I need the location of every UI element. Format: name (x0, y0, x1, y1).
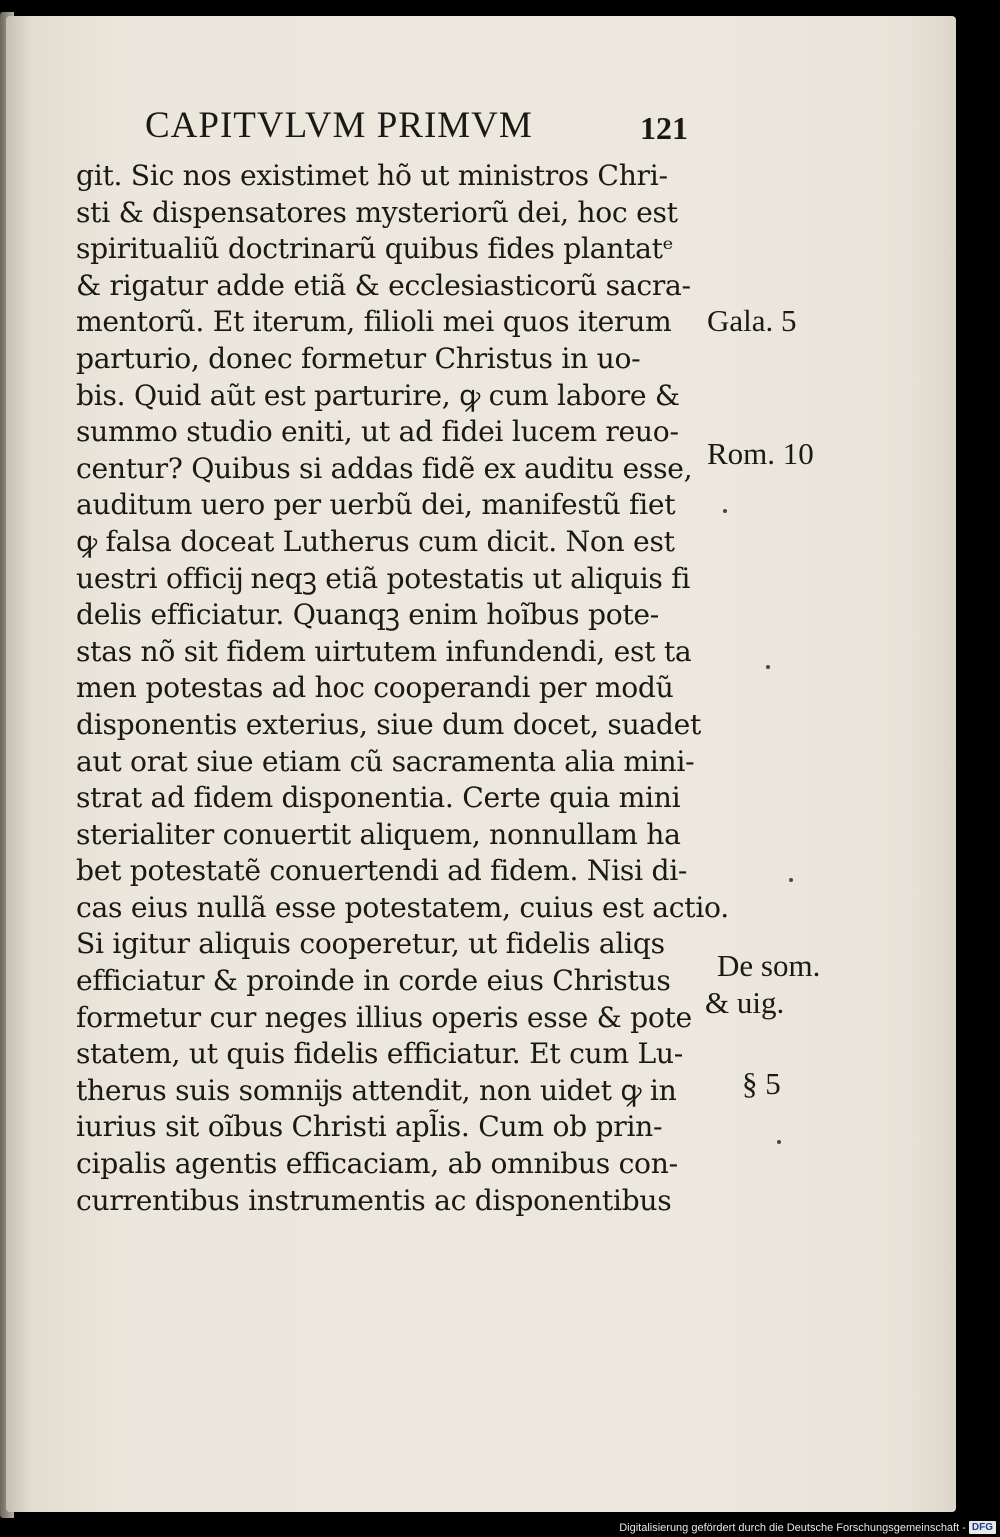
text-line: summo studio eniti, ut ad fidei lucem reuo- (76, 415, 679, 449)
text-line: sti & dispensatores mysteriorũ dei, hoc est (76, 195, 678, 229)
text-line: delis efficiatur. Quanqꝫ enim hoĩbus pote- (76, 598, 660, 632)
text-line: cipalis agentis efficaciam, ab omnibus con- (76, 1147, 678, 1181)
text-line: mentorũ. Et iterum, filioli mei quos iterum (76, 305, 672, 339)
text-line: therus suis somnĳs attendit, non uidet ꝙ in (76, 1073, 677, 1107)
text-line: efficiatur & proinde in corde eius Christus (76, 964, 671, 998)
credit-text: Digitalisierung gefördert durch die Deutsche Forschungsgemeinschaft - (619, 1521, 966, 1534)
text-line: cas eius nullã esse potestatem, cuius est actio. (76, 890, 729, 924)
running-title: CAPITVLVM PRIMVM (145, 105, 533, 146)
text-line: bet potestatẽ conuertendi ad fidem. Nisi di- (76, 854, 688, 888)
text-block (76, 158, 729, 1219)
text-line: bis. Quid aũt est parturire, ꝙ cum labore & (76, 378, 680, 412)
text-line: ꝙ falsa doceat Lutherus cum dicit. Non est (76, 524, 675, 558)
text-line: aut orat siue etiam cũ sacramenta alia mini- (76, 744, 695, 778)
ink-speck (723, 509, 727, 513)
folio-number: 121 (640, 110, 688, 146)
text-line: statem, ut quis fidelis efficiatur. Et cum Lu- (76, 1037, 683, 1071)
margin-note-gala: Gala. 5 (707, 303, 797, 338)
text-line: git. Sic nos existimet hõ ut ministros Chri- (76, 159, 668, 192)
text-line: Si igitur aliquis cooperetur, ut fidelis aliqs (76, 927, 665, 961)
dfg-logo: DFG (969, 1521, 996, 1534)
margin-note-section: § 5 (742, 1066, 781, 1101)
text-line: spiritualiũ doctrinarũ quibus fides plantatᵉ (76, 232, 674, 266)
text-line: auditum uero per uerbũ dei, manifestũ fiet (76, 488, 676, 522)
text-line: centur? Quibus si addas fidẽ ex auditu esse, (76, 451, 693, 485)
margin-note-uig: & uig. (705, 985, 785, 1020)
text-line: sterialiter conuertit aliquem, nonnullam ha (76, 817, 681, 851)
text-line: men potestas ad hoc cooperandi per modũ (76, 671, 674, 705)
text-line: uestri officĳ neqꝫ etiã potestatis ut aliquis fi (76, 561, 691, 595)
text-line: disponentis exterius, siue dum docet, suadet (76, 707, 702, 741)
text-line: iurius sit oĩbus Christi apl̃is. Cum ob prin- (76, 1110, 663, 1144)
text-line: parturio, donec formetur Christus in uo- (76, 341, 641, 375)
ink-speck (766, 665, 770, 669)
text-line: stas nõ sit fidem uirtutem infundendi, est ta (76, 634, 692, 668)
text-line: currentibus instrumentis ac disponentibus (76, 1183, 672, 1217)
text-line: strat ad fidem disponentia. Certe quia mini (76, 781, 681, 815)
ink-speck (789, 878, 793, 882)
text-line: formetur cur neges illius operis esse & pote (76, 1000, 692, 1034)
digitization-credit (619, 1521, 996, 1534)
margin-note-desom: De som. (717, 948, 821, 983)
text-line: & rigatur adde etiã & ecclesiasticorũ sacra- (76, 268, 691, 302)
ink-speck (777, 1140, 781, 1144)
margin-note-rom: Rom. 10 (707, 436, 814, 471)
